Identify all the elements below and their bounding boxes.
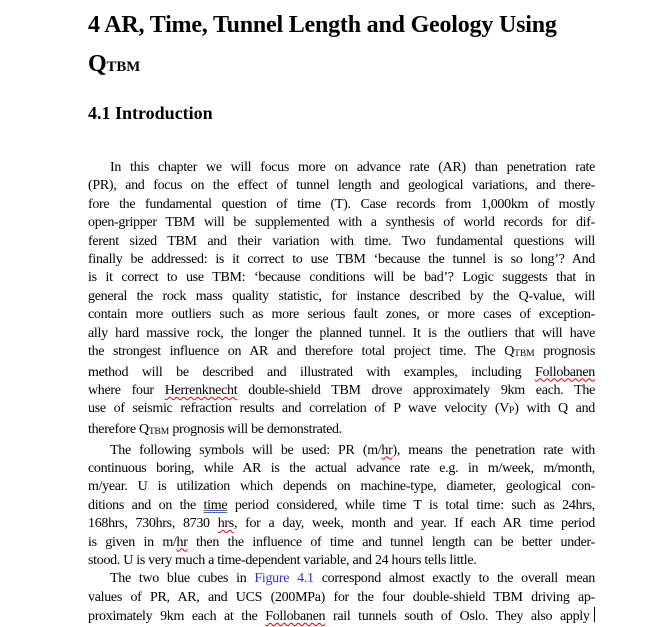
text-line <box>88 589 595 607</box>
text-segment: then the influence of time and tunnel length can be better under- <box>187 534 595 550</box>
subscript-text: TBM <box>148 427 170 438</box>
text-line <box>88 400 595 421</box>
text-segment: m/year. U is utilization which depends on machine-type, diameter, geological con- <box>88 479 595 495</box>
chapter-title-line1: 4 AR, Time, Tunnel Length and Geology Using <box>88 12 557 38</box>
text-segment: 168hrs, 730hrs, 8730 <box>88 516 218 532</box>
misspelled-word: hr <box>176 534 188 550</box>
text-segment: the strongest influence on AR and therefore total project time. The Q <box>88 344 515 360</box>
subscript-text: TBM <box>514 349 535 360</box>
misspelled-word: Herrenknecht <box>164 383 238 399</box>
text-segment: open-gripper TBM will be supplemented with a synthesis of world records for dif- <box>88 215 595 231</box>
subscript-text: P <box>509 406 515 417</box>
text-segment: ditions and on the <box>88 497 204 513</box>
text-line <box>88 159 595 177</box>
text-segment: general the rock mass quality statistic, for instance described by the Q-value, will <box>88 288 595 304</box>
text-line <box>88 607 595 626</box>
text-line <box>88 177 595 195</box>
text-segment: correspond almost exactly to the overall mean <box>313 571 595 587</box>
chapter-title <box>88 6 595 87</box>
section-heading: 4.1 Introduction <box>88 103 213 123</box>
document-page <box>88 0 595 627</box>
text-segment: ) with Q and <box>514 401 595 417</box>
text-line <box>88 233 595 251</box>
text-segment: ally hard massive rock, the longer the planned tunnel. It is the outliers that will have <box>88 325 595 341</box>
text-line <box>88 534 595 552</box>
text-segment: period considered, while time T is total time: such as 24hrs, <box>227 497 595 513</box>
text-segment: prognosis <box>534 344 595 360</box>
text-segment: In this chapter we will focus more on advance rate (AR) than penetration rate <box>110 160 595 175</box>
misspelled-word: hr <box>381 442 393 458</box>
text-segment: values of PR, AR, and UCS (200MPa) for the four double-shield TBM driving ap- <box>88 589 595 605</box>
figure-reference-link[interactable]: Figure 4.1 <box>254 571 314 587</box>
text-segment: fore the fundamental question of time (T). Case records from 1,000km of mostly <box>88 196 595 212</box>
text-segment: ), means the penetration rate with <box>392 442 595 458</box>
misspelled-word: hrs <box>217 516 234 532</box>
text-segment: method will be described and illustrated with examples, including <box>88 364 535 380</box>
text-segment: ferent sized TBM and their variation with time. Two fundamental questions will <box>88 233 595 249</box>
text-line <box>88 515 595 533</box>
text-segment: , for a day, week, month and year. If each AR time period <box>233 516 595 532</box>
text-segment: prognosis will be demonstrated. <box>169 421 342 437</box>
misspelled-word: Follobanen <box>265 609 326 625</box>
misspelled-word: Follobanen <box>535 364 595 380</box>
text-line <box>88 478 595 496</box>
text-line <box>88 497 595 515</box>
text-line <box>88 421 595 442</box>
text-line <box>88 251 595 269</box>
text-segment: is it correct to use TBM: ‘because conditions will be bad’? Logic suggests that in <box>88 270 595 286</box>
text-line <box>88 288 595 306</box>
text-segment: The two blue cubes in <box>110 571 255 587</box>
text-segment: (PR), and focus on the effect of tunnel length and geological variations, and there- <box>88 178 595 194</box>
text-segment: The following symbols will be used: PR (m/ <box>110 442 382 458</box>
text-line <box>88 343 595 364</box>
text-line <box>88 269 595 287</box>
text-segment: contain more outliers such as more serious fault zones, or more cases of exception- <box>88 307 595 323</box>
chapter-title-line2 <box>88 45 595 87</box>
qtbm-symbol: Q <box>88 51 107 77</box>
paragraphs <box>88 159 595 627</box>
text-segment: use of seismic refraction results and correlation of P wave velocity (V <box>88 401 510 417</box>
text-cursor <box>594 607 595 622</box>
text-segment: finally be addressed: is it correct to use TBM ‘because the tunnel is so long’? And <box>88 252 595 268</box>
text-line <box>88 570 595 588</box>
text-line <box>88 214 595 232</box>
text-segment: stood. U is very much a time-dependent variable, and 24 hours tells little. <box>88 552 477 568</box>
text-segment: rail tunnels south of Oslo. They also apply <box>325 609 590 625</box>
text-line <box>88 306 595 324</box>
text-segment: is given in m/ <box>88 534 177 550</box>
text-line <box>88 382 595 400</box>
text-line <box>88 442 595 460</box>
text-line <box>88 196 595 214</box>
grammar-flagged-word: time <box>203 497 228 513</box>
text-segment: continuous boring, while AR is the actual advance rate e.g. in m/week, m/month, <box>88 460 595 476</box>
text-line <box>88 325 595 343</box>
text-line <box>88 460 595 478</box>
text-segment: proximately 9km each at the <box>88 609 266 625</box>
qtbm-subscript: TBM <box>106 59 141 75</box>
text-segment: therefore Q <box>88 421 149 437</box>
text-line <box>88 552 595 570</box>
text-segment: double-shield TBM drove approximately 9km each. The <box>237 383 595 399</box>
text-segment: where four <box>88 383 165 399</box>
text-line <box>88 364 595 382</box>
